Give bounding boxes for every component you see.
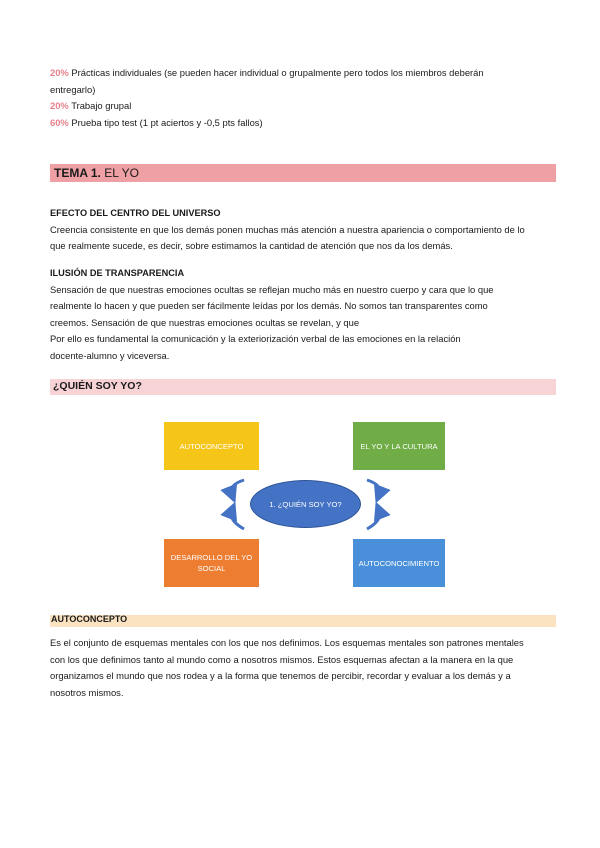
autoconocimiento-box: AUTOCONOCIMIENTO (353, 539, 445, 587)
center-ellipse: 1. ¿QUIÉN SOY YO? (250, 480, 361, 528)
autoconcepto-body (50, 635, 570, 701)
arrow-icon (231, 510, 244, 529)
grading-text: Prueba tipo test (1 pt aciertos y -0,5 pts fallos) (71, 116, 263, 128)
ilusion-line: creemos. Sensación de que nuestras emociones ocultas se revelan, y que (50, 316, 360, 328)
grading-percent: 60% (50, 116, 69, 128)
efecto-line: Creencia consistente en que los demás ponen muchas más atención a nuestra apariencia o comportamiento de lo (50, 223, 525, 235)
grading-text-continuation: entregarlo) (50, 83, 96, 95)
arrow-icon (231, 480, 244, 495)
ilusion-line: Sensación de que nuestras emociones ocultas se reflejan mucho más en nuestro cuerpo y cara que lo que (50, 283, 494, 295)
autoconcepto-heading: AUTOCONCEPTO (51, 614, 128, 624)
tema-heading-number: TEMA 1. (54, 166, 101, 180)
grading-text: Prácticas individuales (se pueden hacer individual o grupalmente pero todos los miembros deberán (71, 67, 484, 78)
arrow-icon (367, 510, 380, 529)
ilusion-heading: ILUSIÓN DE TRANSPARENCIA (50, 268, 185, 278)
autoconcepto-line: nosotros mismos. (50, 686, 124, 698)
autoconcepto-line: con los que definimos tanto al mundo como a nosotros mismos. Estos esquemas afectan a la manera en la que (50, 653, 514, 665)
efecto-line: que realmente sucede, es decir, sobre estimamos la cantidad de atención que nos da los demás. (50, 240, 453, 251)
grading-percent: 20% (50, 100, 69, 111)
ilusion-line: Por ello es fundamental la comunicación y la exteriorización verbal de las emociones en la relación (50, 333, 461, 344)
ilusion-line: docente-alumno y viceversa. (50, 349, 170, 361)
arrow-icon (367, 480, 380, 495)
autoconcepto-line: organizamos el mundo que nos rodea y a la forma que tenemos de percibir, recordar y evaluar a los demás y a (50, 670, 511, 681)
quien-heading: ¿QUIÉN SOY YO? (53, 380, 142, 392)
autoconcepto-line: Es el conjunto de esquemas mentales con los que nos definimos. Los esquemas mentales son patrones mentales (50, 637, 524, 648)
grading-percent: 20% (50, 67, 69, 78)
efecto-heading: EFECTO DEL CENTRO DEL UNIVERSO (50, 208, 221, 218)
grading-text: Trabajo grupal (71, 100, 132, 111)
ilusion-line: realmente lo hacen y que pueden ser fácilmente leídas por los demás. No somos tan transparentes como (50, 300, 488, 311)
tema-heading-name: EL YO (100, 166, 139, 180)
autoconcepto-box: AUTOCONCEPTO (164, 422, 259, 470)
cultura-box: EL YO Y LA CULTURA (353, 422, 445, 470)
desarrollo-box: DESARROLLO DEL YO SOCIAL (164, 539, 259, 587)
